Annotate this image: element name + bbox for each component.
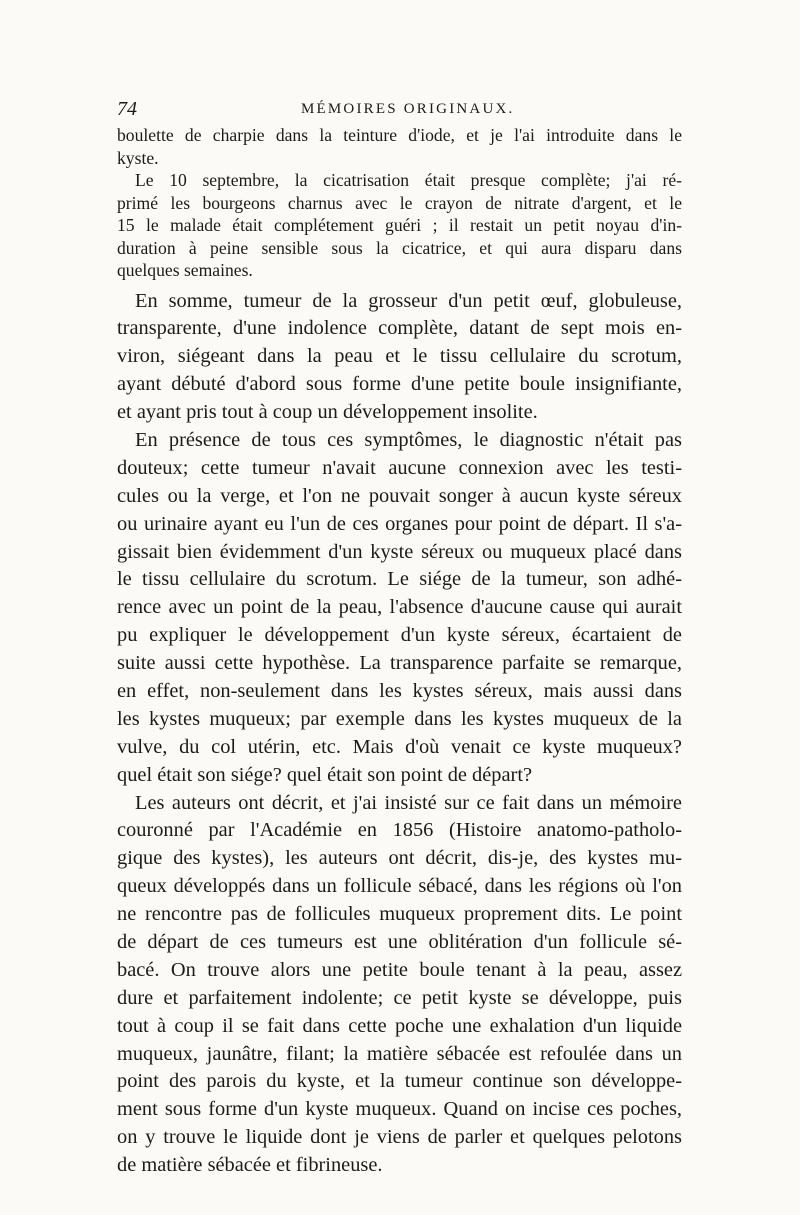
page-header bbox=[117, 98, 682, 126]
text-line: cules ou la verge, et l'on ne pouvait songer à aucun kyste séreux bbox=[117, 484, 682, 507]
text-line: En somme, tumeur de la grosseur d'un petit œuf, globuleuse, bbox=[135, 289, 682, 312]
text-line: kyste. bbox=[117, 147, 159, 168]
text-line: et ayant pris tout à coup un développement insolite. bbox=[117, 401, 538, 424]
text-line: 15 le malade était complétement guéri ; il restait un petit noyau d'in- bbox=[117, 215, 682, 235]
text-line: muqueux, jaunâtre, filant; la matière sébacée est refoulée dans un bbox=[117, 1042, 682, 1065]
text-line: transparente, d'une indolence complète, datant de sept mois en- bbox=[117, 317, 682, 340]
text-line: de matière sébacée et fibrineuse. bbox=[117, 1154, 383, 1177]
text-line: ayant débuté d'abord sous forme d'une petite boule insignifiante, bbox=[117, 373, 682, 396]
text-line: dure et parfaitement indolente; ce petit kyste se développe, puis bbox=[117, 986, 682, 1009]
text-line: en effet, non-seulement dans les kystes séreux, mais aussi dans bbox=[117, 679, 682, 702]
text-line: vulve, du col utérin, etc. Mais d'où venait ce kyste muqueux? bbox=[117, 735, 682, 758]
text-line: point des parois du kyste, et la tumeur continue son développe- bbox=[117, 1070, 682, 1093]
text-line: quelques semaines. bbox=[117, 260, 253, 280]
text-line: gissait bien évidemment d'un kyste séreux ou muqueux placé dans bbox=[117, 540, 682, 563]
text-line: Les auteurs ont décrit, et j'ai insisté sur ce fait dans un mémoire bbox=[135, 791, 682, 814]
page-number: 74 bbox=[117, 98, 137, 120]
text-line: on y trouve le liquide dont je viens de parler et quelques pelotons bbox=[117, 1126, 682, 1149]
body-text bbox=[117, 124, 682, 1180]
text-line: pu expliquer le développement d'un kyste séreux, écartaient de bbox=[117, 624, 682, 647]
text-line: primé les bourgeons charnus avec le crayon de nitrate d'argent, et le bbox=[117, 192, 682, 213]
text-line: le tissu cellulaire du scrotum. Le siége de la tumeur, son adhé- bbox=[117, 568, 682, 591]
text-line: Le 10 septembre, la cicatrisation était presque complète; j'ai ré- bbox=[135, 170, 682, 190]
text-line: duration à peine sensible sous la cicatrice, et qui aura disparu dans bbox=[117, 237, 682, 258]
text-line: boulette de charpie dans la teinture d'iode, et je l'ai introduite dans le bbox=[117, 125, 682, 145]
text-line: ment sous forme d'un kyste muqueux. Quand on incise ces poches, bbox=[117, 1098, 682, 1121]
running-title: MÉMOIRES ORIGINAUX. bbox=[301, 101, 515, 117]
text-line: les kystes muqueux; par exemple dans les kystes muqueux de la bbox=[117, 707, 682, 730]
discussion-paragraphs bbox=[117, 288, 682, 1181]
text-line: suite aussi cette hypothèse. La transparence parfaite se remarque, bbox=[117, 652, 682, 675]
text-line: ou urinaire ayant eu l'un de ces organes pour point de départ. Il s'a- bbox=[117, 512, 682, 535]
text-line: ne rencontre pas de follicules muqueux proprement dits. Le point bbox=[117, 903, 682, 926]
text-line: quel était son siége? quel était son point de départ? bbox=[117, 763, 533, 786]
text-line: viron, siégeant dans la peau et le tissu cellulaire du scrotum, bbox=[117, 345, 682, 368]
text-line: queux développés dans un follicule sébacé, dans les régions où l'on bbox=[117, 875, 682, 898]
text-line: bacé. On trouve alors une petite boule tenant à la peau, assez bbox=[117, 958, 682, 981]
text-line: En présence de tous ces symptômes, le diagnostic n'était pas bbox=[135, 428, 682, 451]
text-line: rence avec un point de la peau, l'absence d'aucune cause qui aurait bbox=[117, 596, 682, 619]
text-line: couronné par l'Académie en 1856 (Histoire anatomo-patholo- bbox=[117, 819, 682, 842]
case-conclusion-paragraphs bbox=[117, 124, 682, 282]
text-line: de départ de ces tumeurs est une oblitération d'un follicule sé- bbox=[117, 930, 682, 953]
text-line: tout à coup il se fait dans cette poche une exhalation d'un liquide bbox=[117, 1014, 682, 1037]
text-line: gique des kystes), les auteurs ont décrit, dis-je, des kystes mu- bbox=[117, 847, 682, 870]
text-line: douteux; cette tumeur n'avait aucune connexion avec les testi- bbox=[117, 456, 682, 479]
